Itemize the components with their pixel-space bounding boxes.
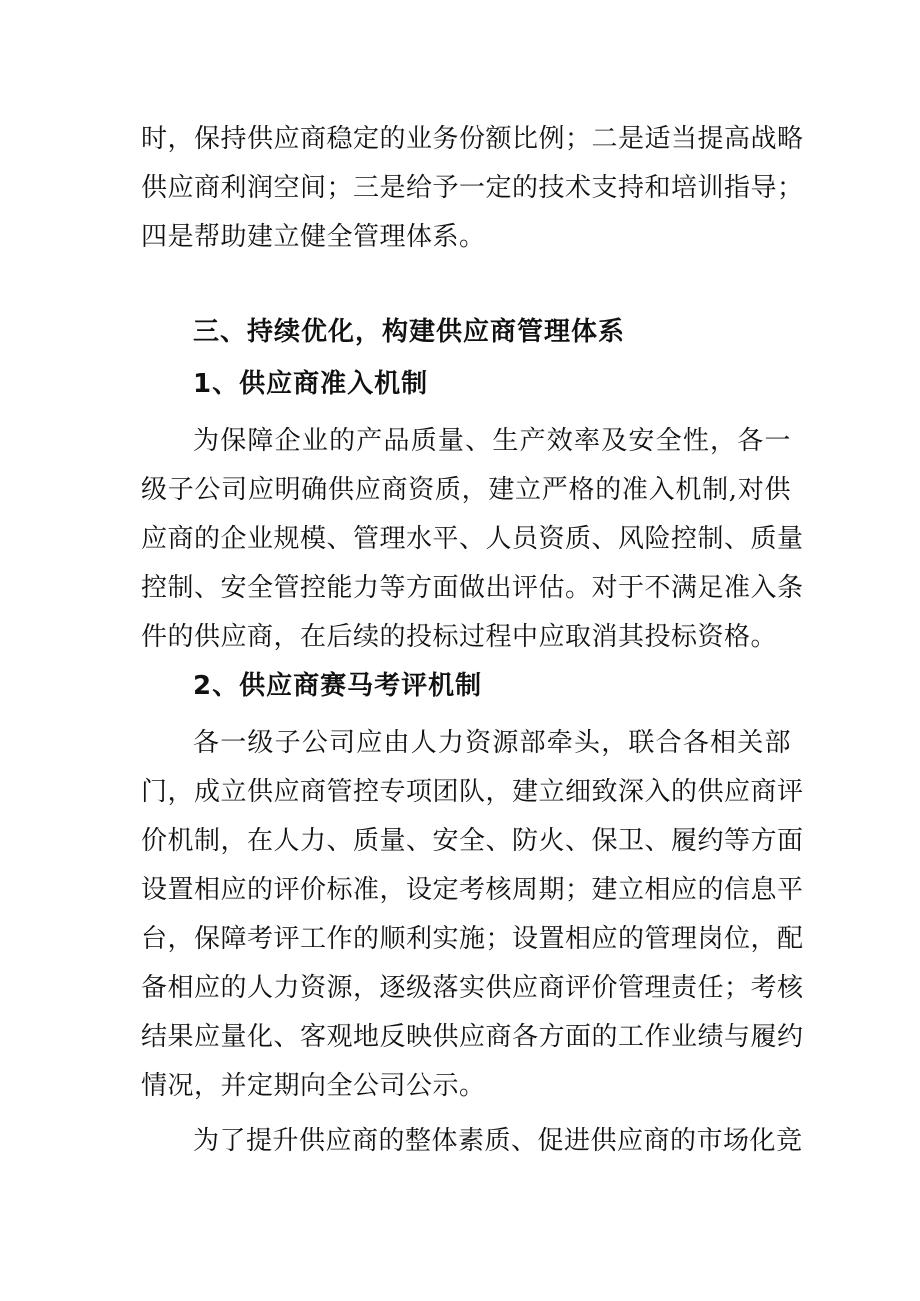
subsection-1-paragraph: [141, 417, 804, 662]
text-line: 设置相应的评价标准，设定考核周期；建立相应的信息平: [141, 875, 804, 905]
subsection-1: [141, 358, 804, 662]
subsection-2: [141, 660, 804, 1166]
subsection-heading: 2、供应商赛马考评机制: [193, 671, 483, 701]
text-line: 级子公司应明确供应商资质，建立严格的准入机制,对供: [141, 475, 791, 505]
subsection-heading: 1、供应商准入机制: [193, 369, 429, 399]
text-line: 供应商利润空间；三是给予一定的技术支持和培训指导；: [141, 173, 804, 203]
intro-paragraph: [141, 115, 804, 262]
text-line: 结果应量化、客观地反映供应商各方面的工作业绩与履约: [141, 1022, 804, 1052]
text-line: 备相应的人力资源，逐级落实供应商评价管理责任；考核: [141, 973, 804, 1003]
text-line: 四是帮助建立健全管理体系。: [141, 222, 486, 252]
text-line: 各一级子公司应由人力资源部牵头，联合各相关部: [193, 728, 791, 758]
section-3-heading-block: [141, 306, 791, 358]
text-line: 为了提升供应商的整体素质、促进供应商的市场化竞: [193, 1126, 803, 1156]
text-line: 价机制，在人力、质量、安全、防火、保卫、履约等方面: [141, 826, 804, 856]
text-line: 控制、安全管控能力等方面做出评估。对于不满足准入条: [141, 573, 804, 603]
text-line: 情况，并定期向全公司公示。: [141, 1071, 486, 1101]
text-line: 门，成立供应商管控专项团队，建立细致深入的供应商评: [141, 777, 804, 807]
section-heading: 三、持续优化，构建供应商管理体系: [193, 317, 626, 347]
text-line: 为保障企业的产品质量、生产效率及安全性，各一: [193, 426, 791, 456]
subsection-2-paragraph: [141, 719, 804, 1111]
subsection-2-paragraph-2: [141, 1117, 803, 1166]
text-line: 台，保障考评工作的顺利实施；设置相应的管理岗位，配: [141, 924, 804, 954]
text-line: 应商的企业规模、管理水平、人员资质、风险控制、质量: [141, 524, 804, 554]
text-line: 件的供应商，在后续的投标过程中应取消其投标资格。: [141, 622, 778, 652]
text-line: 时，保持供应商稳定的业务份额比例；二是适当提高战略: [141, 124, 804, 154]
